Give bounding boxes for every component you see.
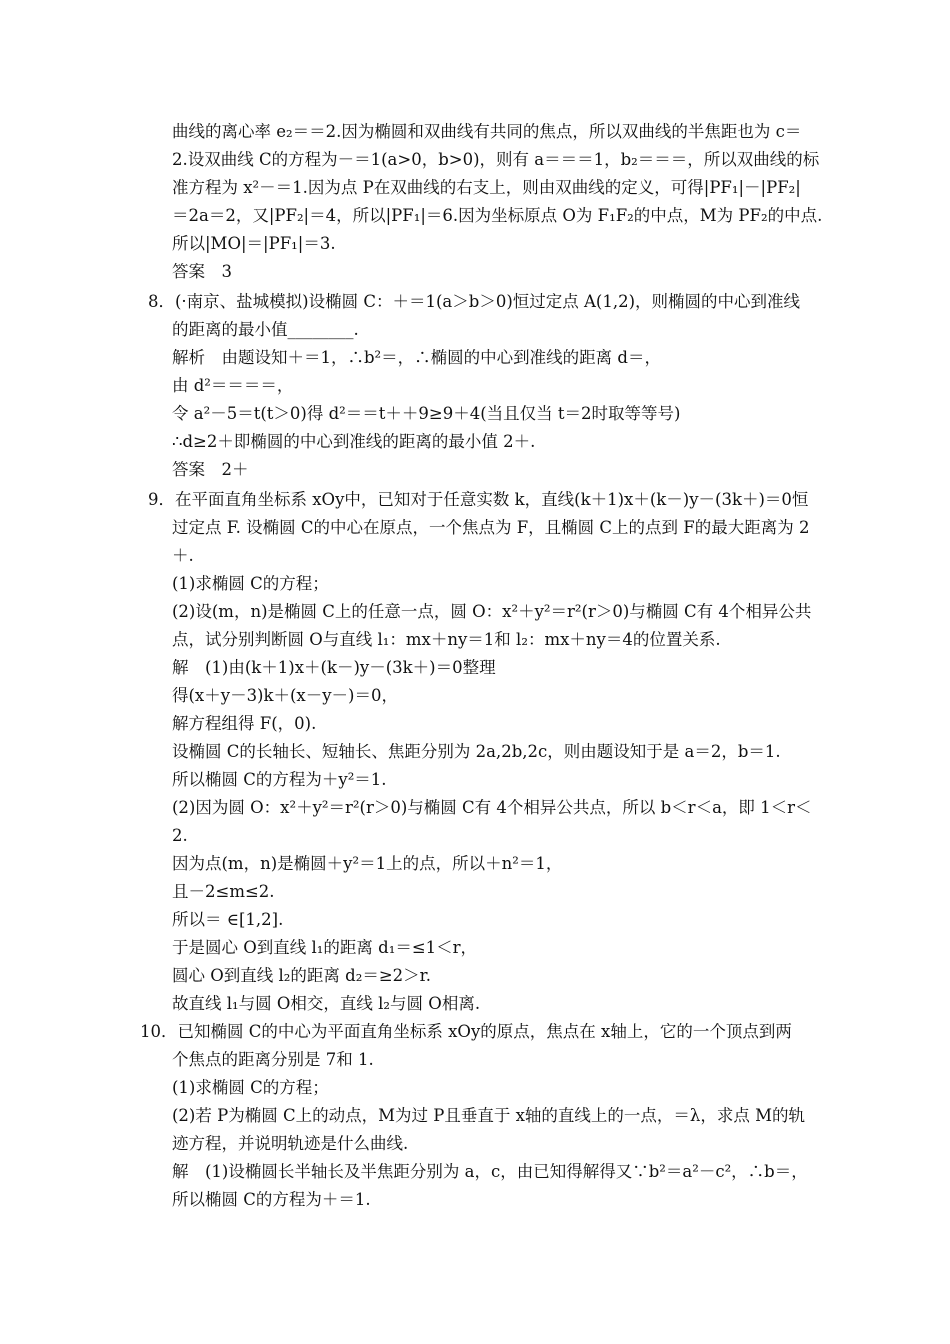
text-line: 2.设双曲线 C的方程为－＝1(a>0，b>0)，则有 a＝＝＝1，b₂＝＝＝，所以双曲线的标: [172, 150, 820, 169]
answer-line: 答案 3: [172, 262, 232, 281]
text-line: 解 (1)由(k＋1)x＋(k－)y－(3k＋)＝0整理: [172, 658, 496, 677]
text-line: 曲线的离心率 e₂＝＝2.因为椭圆和双曲线有共同的焦点，所以双曲线的半焦距也为 c＝: [172, 122, 802, 141]
text-line: 所以椭圆 C的方程为＋y²＝1.: [172, 770, 387, 789]
text-line: 2.: [172, 826, 188, 845]
text-line: 的距离的最小值________.: [172, 320, 359, 339]
text-line: 点，试分别判断圆 O与直线 l₁：mx＋ny＝1和 l₂：mx＋ny＝4的位置关系.: [172, 630, 721, 649]
text-line: 准方程为 x²－＝1.因为点 P在双曲线的右支上，则由双曲线的定义，可得|PF₁|－|PF₂|: [172, 178, 801, 197]
question-10: 10．已知椭圆 C的中心为平面直角坐标系 xOy的原点，焦点在 x轴上，它的一个顶点到两: [140, 1022, 792, 1041]
text-line: 迹方程，并说明轨迹是什么曲线.: [172, 1134, 409, 1153]
text-line: 个焦点的距离分别是 7和 1.: [172, 1050, 374, 1069]
text-line: 故直线 l₁与圆 O相交，直线 l₂与圆 O相离.: [172, 994, 481, 1013]
text-line: ＝2a＝2，又|PF₂|＝4，所以|PF₁|＝6.因为坐标原点 O为 F₁F₂的中点，M为 PF₂的中点.: [172, 206, 823, 225]
text-line: ＋.: [172, 546, 194, 565]
text-line: 令 a²－5＝t(t＞0)得 d²＝＝t＋＋9≥9＋4(当且仅当 t＝2时取等等号): [172, 404, 681, 423]
text-line: 所以＝ ∈[1,2].: [172, 910, 284, 929]
text-line: 因为点(m，n)是椭圆＋y²＝1上的点，所以＋n²＝1，: [172, 854, 563, 873]
text-line: (2)因为圆 O：x²＋y²＝r²(r＞0)与椭圆 C有 4个相异公共点，所以 b＜r＜a，即 1＜r＜: [172, 798, 812, 817]
text-line: (2)设(m，n)是椭圆 C上的任意一点，圆 O：x²＋y²＝r²(r＞0)与椭圆 C有 4个相异公共: [172, 602, 812, 621]
text-line: 解 (1)设椭圆长半轴长及半焦距分别为 a，c，由已知得解得又∵b²＝a²－c²，∴b＝，: [172, 1162, 808, 1181]
text-line: 圆心 O到直线 l₂的距离 d₂＝≥2＞r.: [172, 966, 431, 985]
text-line: 得(x＋y－3)k＋(x－y－)＝0，: [172, 686, 398, 705]
answer-line: 答案 2＋: [172, 460, 249, 479]
text-line: (1)求椭圆 C的方程；: [172, 574, 329, 593]
question-8: 8．(·南京、盐城模拟)设椭圆 C：＋＝1(a＞b＞0)恒过定点 A(1,2)，则椭圆的中心到准线: [148, 292, 801, 311]
text-line: 所以|MO|＝|PF₁|＝3.: [172, 234, 336, 253]
text-line: (1)求椭圆 C的方程；: [172, 1078, 329, 1097]
text-line: 所以椭圆 C的方程为＋＝1.: [172, 1190, 371, 1209]
question-9: 9．在平面直角坐标系 xOy中，已知对于任意实数 k，直线(k＋1)x＋(k－)y－(3k＋)＝0恒: [148, 490, 809, 509]
text-line: 解析 由题设知＋＝1，∴b²＝，∴椭圆的中心到准线的距离 d＝，: [172, 348, 661, 367]
text-line: 设椭圆 C的长轴长、短轴长、焦距分别为 2a,2b,2c，则由题设知于是 a＝2，b＝1.: [172, 742, 781, 761]
text-line: (2)若 P为椭圆 C上的动点，M为过 P且垂直于 x轴的直线上的一点，＝λ，求点 M的轨: [172, 1106, 805, 1125]
text-line: 解方程组得 F(，0).: [172, 714, 317, 733]
text-line: 于是圆心 O到直线 l₁的距离 d₁＝≤1＜r，: [172, 938, 478, 957]
text-line: 且－2≤m≤2.: [172, 882, 275, 901]
text-line: ∴d≥2＋即椭圆的中心到准线的距离的最小值 2＋.: [172, 432, 536, 451]
text-line: 由 d²＝＝＝＝，: [172, 376, 294, 395]
text-line: 过定点 F. 设椭圆 C的中心在原点，一个焦点为 F，且椭圆 C上的点到 F的最大距离为 2: [172, 518, 810, 537]
